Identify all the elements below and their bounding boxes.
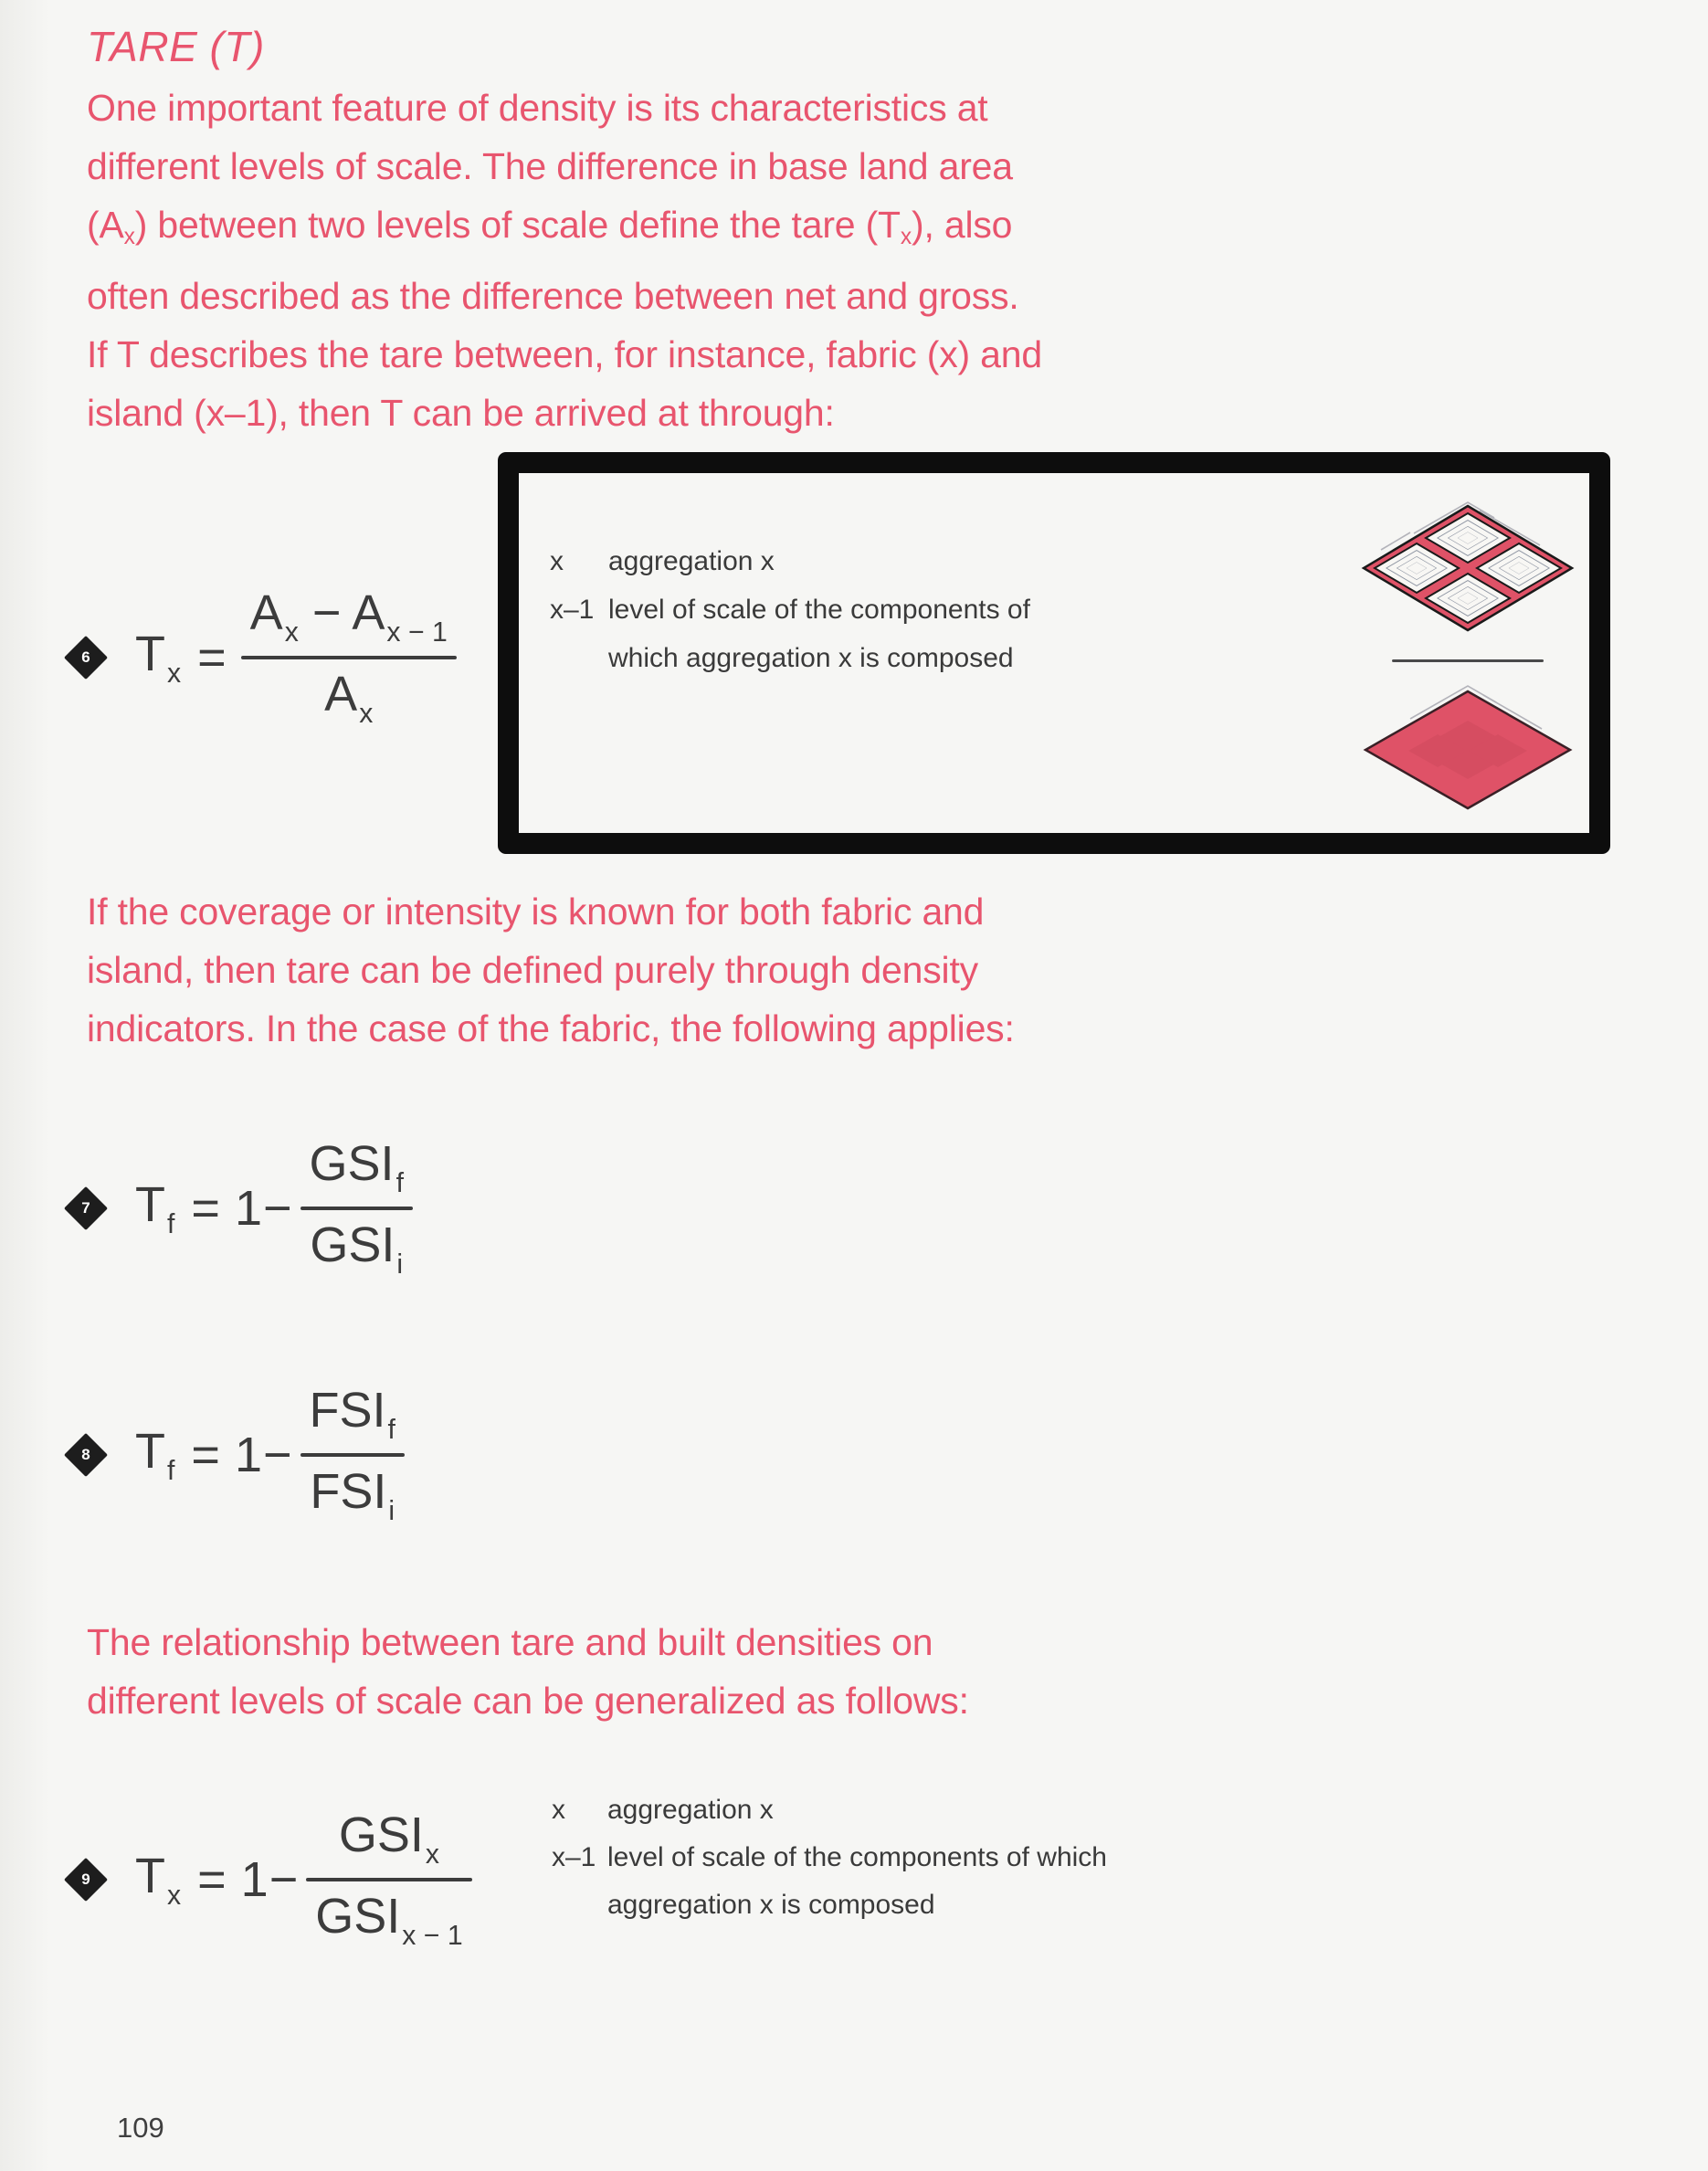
fraction-numerator: $GSI_x$ bbox=[338, 1807, 440, 1871]
fraction bbox=[241, 585, 457, 729]
formula-tare-area bbox=[64, 546, 457, 769]
fraction-numerator: $A_x - A_{x - 1}$ bbox=[249, 585, 448, 648]
legend-term: x–1 bbox=[550, 595, 595, 625]
fraction bbox=[306, 1807, 471, 1951]
formula-number: 8 bbox=[81, 1446, 90, 1463]
formula-number: 7 bbox=[81, 1199, 90, 1217]
legend-term-spacer bbox=[550, 634, 608, 682]
formula-number-badge bbox=[64, 1433, 108, 1477]
fraction-bar bbox=[241, 656, 457, 659]
formula-number: 6 bbox=[81, 648, 90, 666]
formula-lhs: $T_x$ bbox=[135, 627, 182, 689]
equals-sign: = bbox=[197, 1852, 227, 1907]
paragraph-line: often described as the difference between net and gross. bbox=[87, 274, 1019, 317]
legend-definition: aggregation x bbox=[607, 1795, 774, 1825]
paragraph-line: island, then tare can be defined purely through density bbox=[87, 949, 978, 991]
fabric-islands-diagram bbox=[1355, 501, 1580, 638]
fraction bbox=[300, 1383, 405, 1526]
fraction-numerator: $FSI_f$ bbox=[309, 1383, 395, 1446]
legend-term: x bbox=[550, 546, 564, 576]
formula-lhs: $T_f$ bbox=[135, 1424, 175, 1486]
formula-tare-gsi-general bbox=[64, 1795, 472, 1965]
formula-number: 9 bbox=[81, 1871, 90, 1888]
page-title: TARE (T) bbox=[87, 23, 265, 70]
paragraph-fabric bbox=[87, 882, 1015, 1058]
figure-box bbox=[498, 452, 1610, 854]
figure-legend bbox=[550, 537, 1030, 682]
fraction-bar bbox=[306, 1878, 471, 1881]
paragraph-line: The relationship between tare and built densities on bbox=[87, 1621, 933, 1663]
fraction-bar bbox=[300, 1207, 413, 1210]
equals-sign: = bbox=[191, 1181, 220, 1236]
legend-term: x–1 bbox=[552, 1842, 596, 1872]
formula-number-badge bbox=[64, 1186, 108, 1230]
divider-line bbox=[1392, 659, 1544, 662]
formula-number-badge bbox=[64, 1858, 108, 1902]
formula-number-badge bbox=[64, 636, 108, 680]
paragraph-intro bbox=[87, 79, 1042, 442]
general-legend bbox=[552, 1786, 1107, 1929]
paragraph-line: One important feature of density is its characteristics at bbox=[87, 87, 988, 129]
legend-term: x bbox=[552, 1795, 565, 1825]
paragraph-generalization bbox=[87, 1613, 969, 1730]
paragraph-line: If the coverage or intensity is known for both fabric and bbox=[87, 891, 985, 933]
paragraph-line: different levels of scale. The difference in base land area bbox=[87, 145, 1013, 187]
page-number: 109 bbox=[117, 2112, 164, 2144]
paragraph-line: If T describes the tare between, for instance, fabric (x) and bbox=[87, 332, 1042, 375]
figure-diagrams bbox=[1355, 501, 1580, 821]
formula-tare-gsi-fabric bbox=[64, 1123, 413, 1293]
legend-definition: aggregation x bbox=[608, 546, 775, 576]
fraction-denominator: $A_x$ bbox=[324, 667, 374, 729]
formula-tare-fsi-fabric bbox=[64, 1370, 405, 1540]
formula-lhs: $T_f$ bbox=[135, 1177, 175, 1239]
paragraph-line: different levels of scale can be generalized as follows: bbox=[87, 1680, 969, 1722]
fraction-numerator: $GSI_f$ bbox=[309, 1136, 404, 1199]
fraction-denominator: $GSI_i$ bbox=[310, 1217, 404, 1280]
paragraph-line: indicators. In the case of the fabric, the following applies: bbox=[87, 1007, 1015, 1049]
legend-term-spacer bbox=[552, 1881, 607, 1929]
legend-definition: aggregation x is composed bbox=[607, 1890, 935, 1920]
base-land-diagram bbox=[1355, 684, 1580, 821]
formula-prefix: 1− bbox=[240, 1852, 300, 1907]
fraction-bar bbox=[300, 1453, 405, 1457]
legend-definition: level of scale of the components of which bbox=[607, 1842, 1107, 1872]
equals-sign: = bbox=[191, 1428, 220, 1482]
legend-definition: which aggregation x is composed bbox=[608, 643, 1014, 673]
fraction bbox=[300, 1136, 413, 1280]
legend-definition: level of scale of the components of bbox=[608, 595, 1030, 625]
formula-prefix: 1− bbox=[234, 1181, 293, 1236]
fraction-denominator: $GSI_{x - 1}$ bbox=[315, 1889, 463, 1951]
equals-sign: = bbox=[197, 630, 227, 685]
paragraph-line: island (x–1), then T can be arrived at through: bbox=[87, 391, 835, 434]
paragraph-line: $(A_x)$ between two levels of scale define the tare $(T_x)$, also bbox=[87, 204, 1013, 249]
formula-prefix: 1− bbox=[234, 1428, 293, 1482]
fraction-denominator: $FSI_i$ bbox=[310, 1464, 395, 1526]
formula-lhs: $T_x$ bbox=[135, 1849, 182, 1911]
